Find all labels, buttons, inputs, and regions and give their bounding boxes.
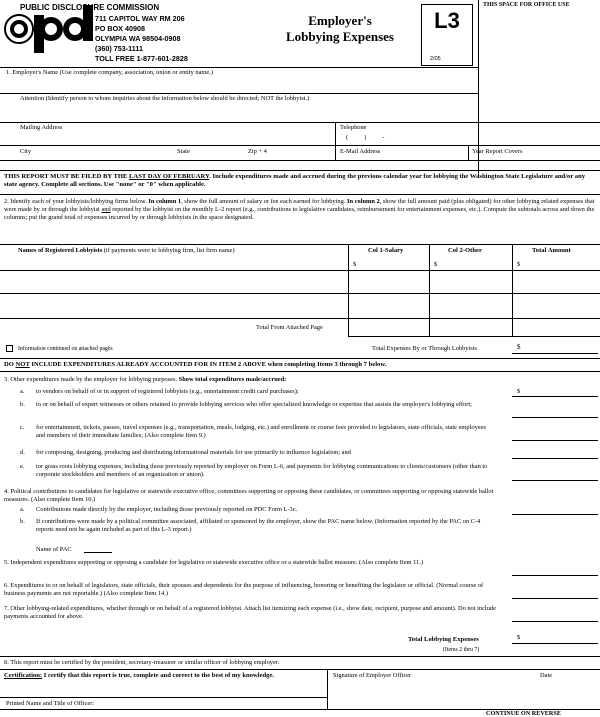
certification-text: Certification: I certify that this report is true, complete and correct to the best of my knowledge.	[4, 672, 275, 679]
office-use-label: THIS SPACE FOR OFFICE USE	[483, 2, 570, 8]
item3a-dollar: $	[517, 388, 521, 395]
attention-label: Attention (Identify person to whom inquiries about the information below should be directed; NOT the lobbyist.)	[20, 95, 310, 102]
item3e-text: tor grass roots lobbying expenses, including those previously reported by employer on Form L-6, and payments for lobbying communications to clients/customers (other than to corporate stockholders and members of an organization or union).	[36, 463, 488, 479]
item3a-marker: a.	[20, 388, 25, 395]
pdc-logo	[3, 5, 103, 57]
email-label: E-Mail Address	[340, 148, 381, 155]
city-label: City	[20, 148, 32, 155]
item4b-marker: b.	[20, 518, 25, 525]
item4b-text: If contributions were made by a political committee associated, affiliated or sponsored by the employer, show the PAC name below. (Information reported by the PAC on C-4 reports need not be again included as part of this L-3 report.)	[36, 518, 481, 534]
employer-name-label: 1. Employer's Name (Use complete company, association, union or entity name.)	[6, 69, 213, 76]
form-date: 2/05	[430, 56, 441, 62]
agency-name: PUBLIC DISCLOSURE COMMISSION	[20, 3, 160, 12]
lobbyist-names-header: Names of Registered Lobbyists (if payments were to lobbying firm, list firm name)	[18, 247, 235, 254]
mailing-address-label: Mailing Address	[20, 124, 63, 131]
col3-dollar: $	[517, 261, 521, 268]
total-by-lobbyists-label: Total Expenses By or Through Lobbyists	[372, 345, 478, 352]
continued-checkbox[interactable]	[6, 345, 13, 352]
item4a-marker: a.	[20, 506, 25, 513]
total-attached-label: Total From Attached Page	[256, 324, 323, 331]
item3a-text: to vendors on behalf of or in support of registered lobbyists (e.g., entertainment credit card purchases);	[36, 388, 299, 395]
col2-other-header: Col 2-Other	[448, 247, 482, 254]
form-code: L3	[434, 8, 460, 33]
item4-label: 4. Political contributions to candidates for legislative or statewide executive office, committees supporting or opposing these candidates, or committees supporting or opposing statewide ballot measures. (Also complete Item 10.)	[4, 488, 494, 504]
total-amount-header: Total Amount	[532, 247, 571, 254]
agency-address-3: OLYMPIA WA 98504-0908	[95, 34, 181, 43]
total-by-lobbyists-dollar: $	[517, 343, 521, 351]
agency-address-1: 711 CAPITOL WAY RM 206	[95, 14, 185, 23]
item3-label: 3. Other expenditures made by the employer for lobbying purposes. Show total expenditures made/accrued:	[4, 376, 287, 383]
filing-notice: THIS REPORT MUST BE FILED BY THE LAST DAY OF FEBRUARY. Include expenditures made and accrued during the previous calendar year for lobbying the Washington State Legislature and/or any state agency. Complete all sections. Use "none" or "0" when applicable.	[4, 173, 586, 189]
printed-name-label: Printed Name and Title of Officer:	[6, 700, 95, 707]
item3d-marker: d.	[20, 449, 25, 456]
item3c-text: for entertainment, tickets, passes, travel expenses (e.g., transportation, meals, lodging, etc.) and enrollment or course fees provided to legislators, state officials, state employees and members of their immediate families; (Also complete Item 9.)	[36, 424, 486, 440]
state-label: State	[177, 148, 190, 155]
continued-label: Information continued on attached pages	[18, 346, 113, 352]
pac-name-label: Name of PAC	[36, 546, 72, 553]
item2-instructions: 2. Identify each of your lobbyists/lobbying firms below. In column 1, show the full amount of salary or fee each earned for lobbying. In column 2, show the full amount paid (plus obligated) for other lobbying related expenses that were made by or through the lobbyist and reported by the lobbyist on the monthly L-2 report (e.g., contributions to legislative candidates, reimbursement for entertainment expenses, etc.). Compute the subtotals across and down the columns; put the grand total of expenses incurred by or through lobbyists in the space designated.	[4, 198, 595, 221]
agency-phone: (360) 753-1111	[95, 44, 143, 53]
col2-dollar: $	[434, 261, 438, 268]
item3b-text: to or on behalf of expert witnesses or others retained to provide lobbying services who offer specialized knowledge or expertise that assists the employer's lobbying effort;	[36, 401, 472, 408]
zip-label: Zip + 4	[248, 148, 267, 155]
item8-text: 8. This report must be certified by the president, secretary-treasurer or similar officer of lobbying employer.	[4, 659, 280, 666]
telephone-field[interactable]: ( ) -	[346, 134, 385, 141]
form-title-line2: Lobbying Expenses	[285, 29, 394, 44]
total-lobbying-sub: (Items 2 thru 7)	[443, 647, 480, 653]
item3c-marker: c.	[20, 424, 25, 431]
year-covers-label: Year Report Covers	[472, 148, 523, 155]
col1-salary-header: Col 1-Salary	[368, 247, 404, 254]
total-lobbying-dollar: $	[517, 634, 521, 641]
item3d-text: for composing, designing, producing and distributing informational materials for use primarily to influence legislation; and	[36, 449, 351, 456]
telephone-label: Telephone	[340, 124, 367, 131]
item3e-marker: e.	[20, 463, 25, 470]
signature-label: Signature of Employer Officer	[333, 672, 412, 679]
form-title-line1: Employer's	[308, 13, 372, 28]
item5-text: 5. Independent expenditures supporting or opposing a candidate for legislative or statewide executive office or a statewide ballot measure. (Also complete Item 11.)	[4, 559, 423, 566]
date-label: Date	[540, 672, 553, 679]
continue-on-reverse: CONTINUE ON REVERSE	[486, 710, 561, 717]
do-not-include-notice: DO NOT INCLUDE EXPENDITURES ALREADY ACCOUNTED FOR IN ITEM 2 ABOVE when completing Items 3 through 7 below.	[4, 361, 387, 368]
total-lobbying-label: Total Lobbying Expenses	[408, 636, 479, 643]
item3b-marker: b.	[20, 401, 25, 408]
agency-address-2: PO BOX 40908	[95, 24, 145, 33]
item4a-text: Contributions made directly by the employer, including those previously reported on PDC Form L-3c.	[36, 506, 298, 513]
item6-text: 6. Expenditures to or on behalf of legislators, state officials, their spouses and dependents for the purpose of influencing, honoring or benefiting the legislator or official. (Normal course of business payments are not reportable.) (Also complete Item 14.)	[4, 582, 484, 598]
agency-tollfree: TOLL FREE 1-877-601-2828	[95, 54, 188, 63]
col1-dollar: $	[353, 261, 357, 268]
item7-text: 7. Other lobbying-related expenditures, whether through or on behalf of a registered lobbyist. Attach list itemizing each expense (i.e., show date, recipient, purpose and amount). Do not include payments accounted for above.	[4, 605, 496, 621]
